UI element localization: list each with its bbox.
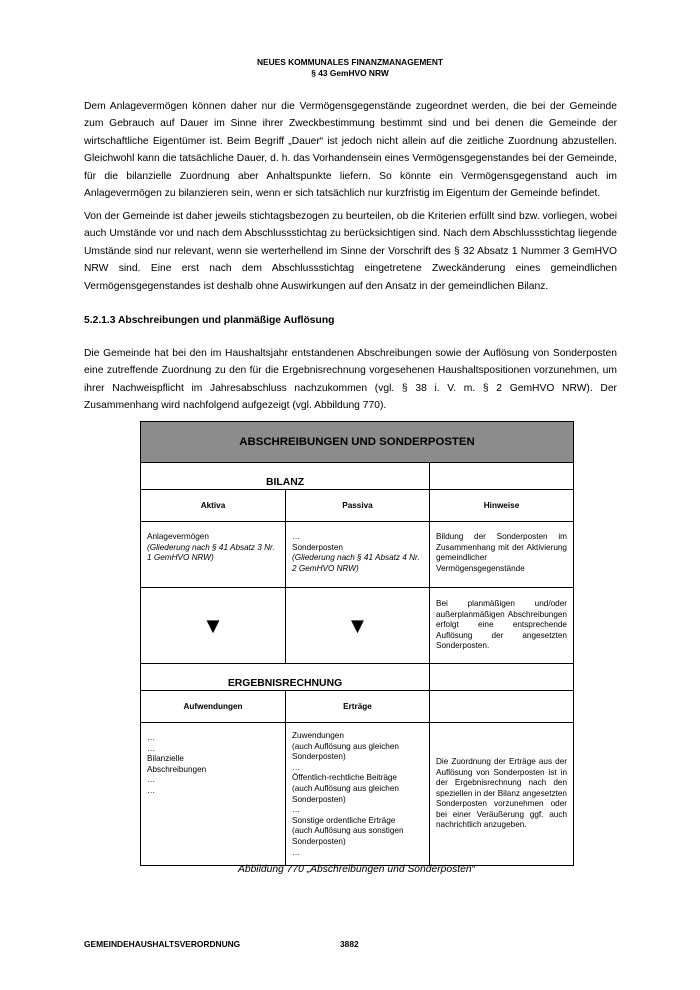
col-header-ertraege: Erträge: [286, 691, 430, 723]
list-item: Bilanzielle: [147, 754, 184, 764]
list-item: Sonstige ordentliche Erträge: [292, 815, 396, 825]
list-item: Zuwendungen: [292, 731, 344, 740]
passiva-note: (Gliederung nach § 41 Absatz 4 Nr. 2 GemHVO NRW): [292, 553, 420, 573]
list-item: Abschreibungen: [147, 764, 207, 774]
header-title: NEUES KOMMUNALES FINANZMANAGEMENT: [256, 57, 444, 67]
header-subtitle: § 43 GemHVO NRW: [311, 68, 389, 78]
col-header-empty: [430, 691, 574, 723]
footer-title: GEMEINDEHAUSHALTSVERORDNUNG: [84, 939, 241, 949]
list-item: …: [292, 847, 301, 857]
ergebnis-label: ERGEBNISRECHNUNG: [141, 664, 430, 691]
aktiva-note: (Gliederung nach § 41 Absatz 3 Nr. 1 GemHVO NRW): [147, 542, 275, 563]
hinweis-2: Bei planmäßigen und/oder außerplanmäßigen Abschreibungen erfolgt eine entsprechende Auflösung der angesetzten Sonderposten.: [430, 588, 574, 664]
down-arrow-icon: ▼: [286, 588, 430, 664]
col-header-aufwendungen: Aufwendungen: [141, 691, 286, 723]
figure-caption: Abbildung 770 „Abschreibungen und Sonderposten“: [237, 864, 475, 875]
list-item: …: [292, 805, 301, 815]
figure-title: ABSCHREIBUNGEN UND SONDERPOSTEN: [141, 422, 574, 463]
col-header-aktiva: Aktiva: [141, 490, 286, 522]
page-header: [0, 57, 700, 79]
list-item: …: [147, 775, 156, 785]
page-number: 3882: [340, 939, 359, 949]
col-header-passiva: Passiva: [286, 490, 430, 522]
list-item: …: [147, 733, 156, 742]
list-item: …: [147, 785, 156, 795]
section-heading: 5.2.1.3 Abschreibungen und planmäßige Auflösung: [84, 315, 335, 326]
list-item: (auch Auflösung aus sonstigen Sonderposten): [292, 826, 404, 846]
list-item: Öffentlich-rechtliche Beiträge: [292, 773, 397, 783]
col-header-hinweise: Hinweise: [430, 490, 574, 522]
aufwendungen-cell: [141, 723, 286, 866]
passiva-ellipsis: …: [292, 532, 301, 541]
paragraph-2: Von der Gemeinde ist daher jeweils stichtagsbezogen zu beurteilen, ob die Kriterien erfüllt sind bzw. vorliegen, wobei auch Umstände vor und nach dem Abschlussstichtag zu berücksichtigen sind. Nach dem Abschlussstichtag liegende Umstände sind nur relevant, wenn sie werterhellend im Sinne der Vorschrift des § 32 Absatz 1 Nummer 3 GemHVO NRW sind. Eine erst nach dem Abschlussstichtag eingetretene Zweckänderung eines gemeindlichen Vermögensgegenstandes ist deshalb ohne Auswirkungen auf den Ansatz in der gemeindlichen Bilanz.: [84, 211, 617, 292]
paragraph-1: Dem Anlagevermögen können daher nur die Vermögensgegenstände zugeordnet werden, die bei der Gemeinde zum Gebrauch auf Dauer im Sinne ihrer Zweckbestimmung bestimmt sind und bei denen die Gemeinde der wirtschaftliche Eigentümer ist. Beim Begriff „Dauer“ ist jedoch nicht allein auf die zeitliche Zuordnung abzustellen. Gleichwohl kann die tatsächliche Dauer, d. h. das Vorhandensein eines Vermögensgegenstandes bei der Gemeinde, für die bilanzielle Zuordnung aber Anhaltspunkte liefern. So könnte ein Vermögensgegenstand auch im Anlagevermögen zu bilanzieren sein, wenn er sich tatsächlich nur kurzfristig im Eigentum der Gemeinde befindet.: [84, 101, 617, 200]
list-item: (auch Auflösung aus gleichen Sonderposten): [292, 783, 399, 804]
hinweis-3: Die Zuordnung der Erträge aus der Auflösung von Sonderposten ist in der Ergebnisrechnung nach den speziellen in der Bilanz angesetzten Sonderposten vorzunehmen oder bei einer Veräußerung ggf. auch nachrichtlich anzugeben.: [430, 723, 574, 866]
list-item: …: [147, 743, 156, 753]
ertraege-cell: [286, 723, 430, 866]
bilanz-label: BILANZ: [141, 463, 430, 490]
list-item: (auch Auflösung aus gleichen Sonderposten): [292, 741, 399, 762]
figure-table: [140, 421, 574, 866]
hinweis-1: Bildung der Sonderposten im Zusammenhang mit der Aktivierung gemeindlicher Vermögensgegenstände: [430, 522, 574, 588]
aktiva-item: Anlagevermögen: [147, 532, 209, 541]
empty-cell: [430, 664, 574, 691]
down-arrow-icon: ▼: [141, 588, 286, 664]
empty-cell: [430, 463, 574, 490]
paragraph-3: Die Gemeinde hat bei den im Haushaltsjahr entstandenen Abschreibungen sowie der Auflösung von Sonderposten eine zutreffende Zuordnung zu den für die Ergebnisrechnung vorgesehenen Haushaltspositionen vorzunehmen, um ihrer Nachweispflicht im Jahresabschluss nachzukommen (vgl. § 38 i. V. m. § 2 GemHVO NRW). Der Zusammenhang wird nachfolgend aufgezeigt (vgl. Abbildung 770).: [84, 348, 617, 412]
aktiva-cell: [141, 522, 286, 588]
passiva-item: Sonderposten: [292, 542, 343, 552]
list-item: …: [292, 762, 301, 772]
passiva-cell: [286, 522, 430, 588]
